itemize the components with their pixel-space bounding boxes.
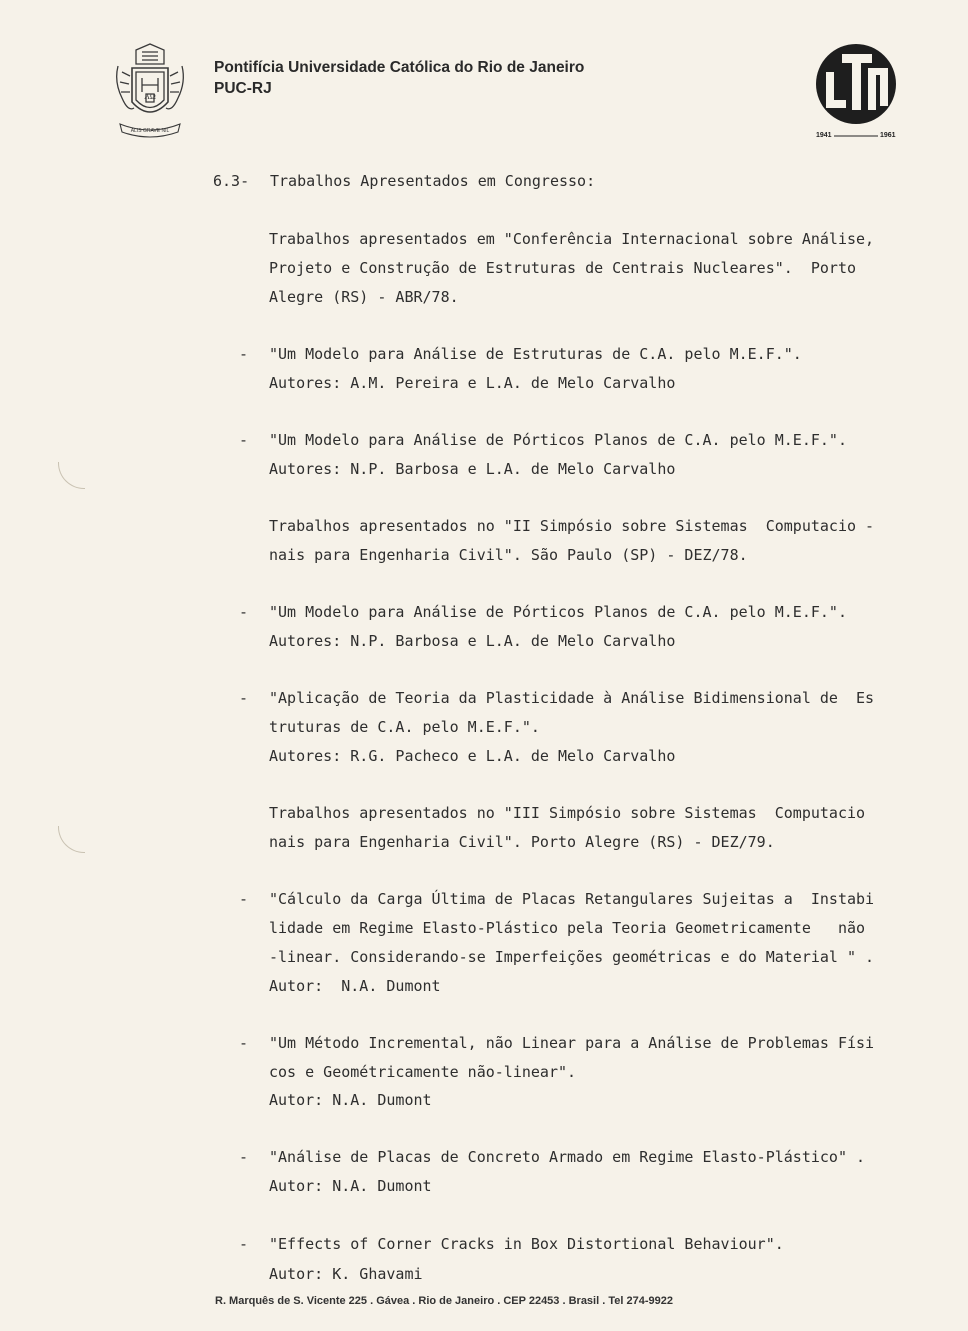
bullet-dash: -: [239, 890, 249, 908]
section-number: 6.3-: [213, 172, 250, 190]
work-3-authors: Autores: N.P. Barbosa e L.A. de Melo Carvalho: [269, 632, 676, 650]
conference-2-line-1: Trabalhos apresentados no "II Simpósio sobre Sistemas Computacio -: [269, 517, 875, 535]
work-5-author: Autor: N.A. Dumont: [269, 977, 441, 995]
work-6-title-line-1: "Um Método Incremental, não Linear para a Análise de Problemas Físi: [269, 1034, 875, 1052]
bullet-dash: -: [239, 345, 249, 363]
work-7-title: "Análise de Placas de Concreto Armado em Regime Elasto-Plástico" .: [269, 1148, 866, 1166]
conference-1-line-1: Trabalhos apresentados em "Conferência Internacional sobre Análise,: [269, 230, 875, 248]
footer-address: R. Marquês de S. Vicente 225 . Gávea . Rio de Janeiro . CEP 22453 . Brasil . Tel 274-9922: [215, 1295, 673, 1307]
anniversary-logo: [812, 42, 902, 142]
logo-year-start: 1941: [816, 132, 832, 139]
work-4-authors: Autores: R.G. Pacheco e L.A. de Melo Carvalho: [269, 747, 676, 765]
conference-1-line-3: Alegre (RS) - ABR/78.: [269, 288, 459, 306]
bullet-dash: -: [239, 1034, 249, 1052]
work-1-title: "Um Modelo para Análise de Estruturas de C.A. pelo M.E.F.".: [269, 345, 802, 363]
bullet-dash: -: [239, 431, 249, 449]
work-1-authors: Autores: A.M. Pereira e L.A. de Melo Carvalho: [269, 374, 676, 392]
university-crest-logo: [112, 42, 188, 140]
svg-text:AΩ: AΩ: [144, 92, 156, 101]
work-6-title-line-2: cos e Geométricamente não-linear".: [269, 1063, 577, 1081]
university-name-line1: Pontifícia Universidade Católica do Rio de Janeiro: [214, 59, 585, 76]
bullet-dash: -: [239, 603, 249, 621]
work-3-title: "Um Modelo para Análise de Pórticos Planos de C.A. pelo M.E.F.".: [269, 603, 847, 621]
section-title: Trabalhos Apresentados em Congresso:: [270, 172, 596, 190]
work-5-title-line-2: lidade em Regime Elasto-Plástico pela Teoria Geometricamente não: [269, 919, 866, 937]
conference-1-line-2: Projeto e Construção de Estruturas de Centrais Nucleares". Porto: [269, 259, 856, 277]
bullet-dash: -: [239, 1148, 249, 1166]
crest-ribbon-text: ALIS GRAVE NIL: [130, 128, 170, 134]
conference-3-line-2: nais para Engenharia Civil". Porto Alegre (RS) - DEZ/79.: [269, 833, 775, 851]
bullet-dash: -: [239, 1235, 249, 1253]
work-2-authors: Autores: N.P. Barbosa e L.A. de Melo Carvalho: [269, 460, 676, 478]
hole-punch-mark: [58, 462, 85, 489]
work-8-title: "Effects of Corner Cracks in Box Distortional Behaviour".: [269, 1235, 784, 1253]
work-8-author: Autor: K. Ghavami: [269, 1265, 423, 1283]
university-name-line2: PUC-RJ: [214, 80, 272, 97]
work-5-title-line-1: "Cálculo da Carga Última de Placas Retangulares Sujeitas a Instabi: [269, 890, 875, 908]
work-4-title-line-2: truturas de C.A. pelo M.E.F.".: [269, 718, 540, 736]
conference-2-line-2: nais para Engenharia Civil". São Paulo (SP) - DEZ/78.: [269, 546, 748, 564]
university-name: [214, 57, 584, 99]
conference-3-line-1: Trabalhos apresentados no "III Simpósio sobre Sistemas Computacio: [269, 804, 866, 822]
bullet-dash: -: [239, 689, 249, 707]
work-2-title: "Um Modelo para Análise de Pórticos Planos de C.A. pelo M.E.F.".: [269, 431, 847, 449]
work-5-title-line-3: -linear. Considerando-se Imperfeições geométricas e do Material " .: [269, 948, 875, 966]
logo-year-end: 1961: [880, 132, 896, 139]
work-6-author: Autor: N.A. Dumont: [269, 1091, 432, 1109]
work-7-author: Autor: N.A. Dumont: [269, 1177, 432, 1195]
hole-punch-mark: [58, 826, 85, 853]
work-4-title-line-1: "Aplicação de Teoria da Plasticidade à Análise Bidimensional de Es: [269, 689, 875, 707]
